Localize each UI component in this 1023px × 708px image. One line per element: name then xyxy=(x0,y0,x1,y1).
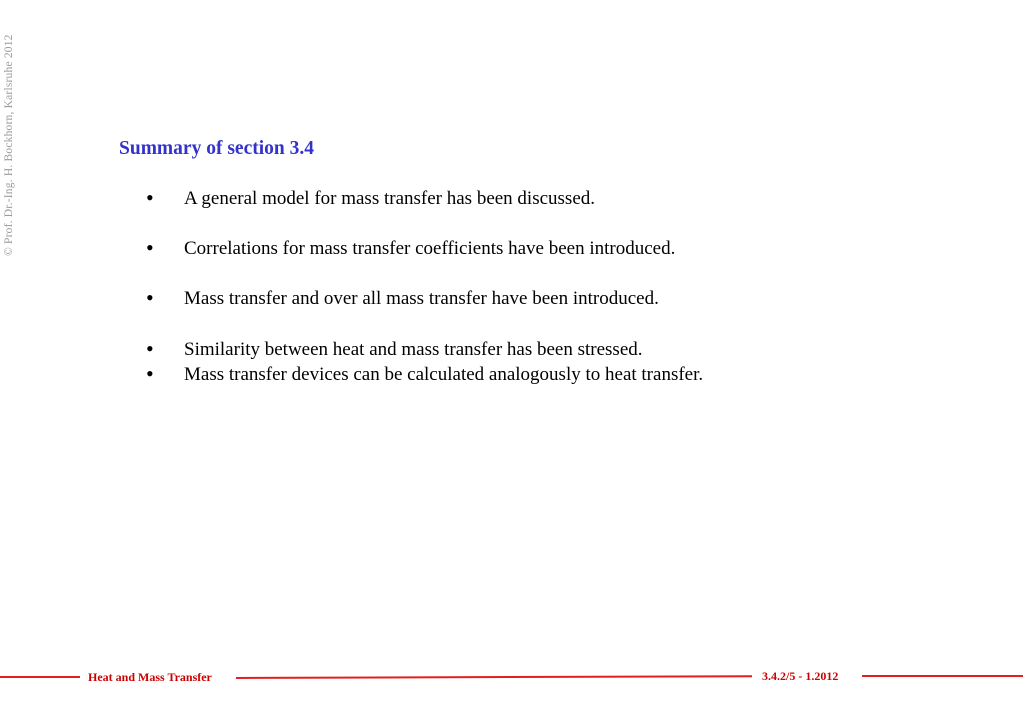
bullet-icon: • xyxy=(146,235,154,260)
footer-rule-middle xyxy=(236,675,752,679)
list-item xyxy=(0,363,1023,389)
section-heading: Summary of section 3.4 xyxy=(119,138,314,159)
bullet-icon: • xyxy=(146,285,154,310)
bullet-icon: • xyxy=(146,185,154,210)
bullet-icon: • xyxy=(146,361,154,386)
list-item-text: Mass transfer devices can be calculated analogously to heat transfer. xyxy=(184,364,704,385)
bullet-icon: • xyxy=(146,336,154,361)
footer-page-number: 3.4.2/5 - 1.2012 xyxy=(762,669,839,683)
list-item xyxy=(0,237,1023,263)
list-item-text: Similarity between heat and mass transfer has been stressed. xyxy=(184,339,643,360)
copyright-notice: © Prof. Dr.-Ing. H. Bockhorn, Karlsruhe 2012 xyxy=(3,34,15,256)
list-item-text: Correlations for mass transfer coefficients have been introduced. xyxy=(184,238,676,259)
list-item-text: Mass transfer and over all mass transfer have been introduced. xyxy=(184,288,659,309)
footer-rule-left xyxy=(0,676,80,678)
footer-rule-right xyxy=(862,675,1023,677)
footer-title: Heat and Mass Transfer xyxy=(88,670,212,684)
list-item-text: A general model for mass transfer has been discussed. xyxy=(184,188,596,209)
list-item xyxy=(0,187,1023,213)
list-item xyxy=(0,287,1023,313)
